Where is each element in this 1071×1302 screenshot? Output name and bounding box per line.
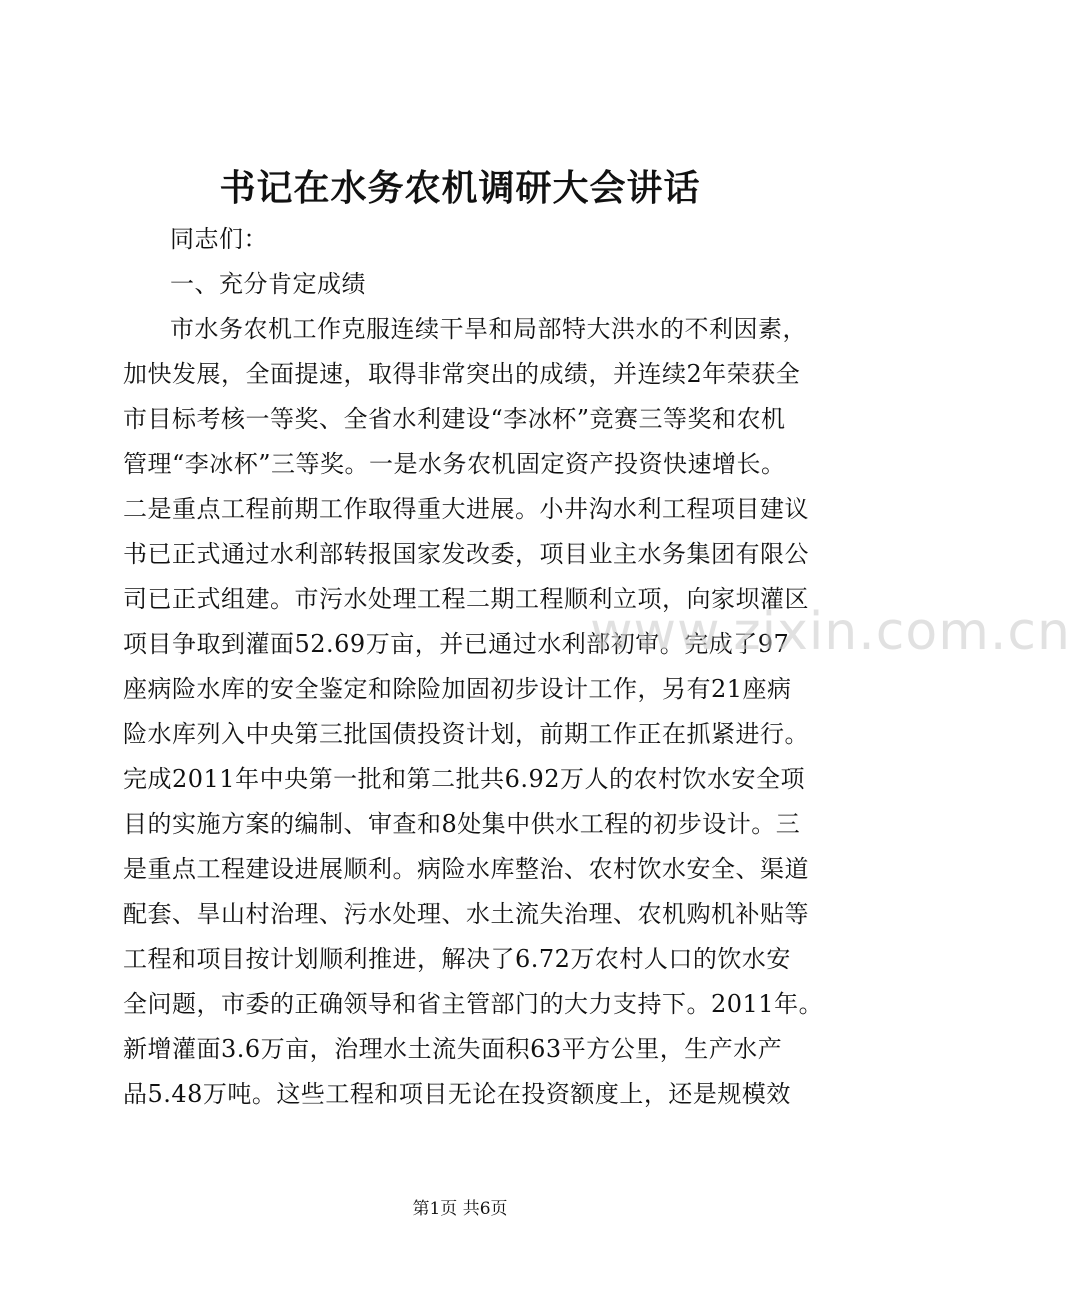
body-line: 险水库列入中央第三批国债投资计划，前期工作正在抓紧进行。 <box>123 720 809 748</box>
body-line: 管理“李冰杯”三等奖。一是水务农机固定资产投资快速增长。 <box>123 450 786 478</box>
section-heading: 一、充分肯定成绩 <box>170 270 366 298</box>
body-line: 新增灌面3.6万亩，治理水土流失面积63平方公里，生产水产 <box>123 1035 783 1063</box>
document-title: 书记在水务农机调研大会讲话 <box>219 167 701 209</box>
body-line: 全问题，市委的正确领导和省主管部门的大力支持下。2011年。 <box>123 990 824 1018</box>
body-line: 项目争取到灌面52.69万亩，并已通过水利部初审。完成了97 <box>123 630 790 658</box>
body-line: 目的实施方案的编制、审查和8处集中供水工程的初步设计。三 <box>123 810 801 838</box>
body-line: 加快发展，全面提速，取得非常突出的成绩，并连续2年荣获全 <box>123 360 801 388</box>
salutation: 同志们： <box>170 225 268 253</box>
body-line: 书已正式通过水利部转报国家发改委，项目业主水务集团有限公 <box>123 540 809 568</box>
body-line: 完成2011年中央第一批和第二批共6.92万人的农村饮水安全项 <box>123 765 806 793</box>
body-line: 座病险水库的安全鉴定和除险加固初步设计工作，另有21座病 <box>123 675 792 703</box>
body-line: 市水务农机工作克服连续干旱和局部特大洪水的不利因素， <box>170 315 807 343</box>
body-line: 品5.48万吨。这些工程和项目无论在投资额度上，还是规模效 <box>123 1080 791 1108</box>
page-footer: 第1页 共6页 <box>412 1199 508 1219</box>
body-line: 工程和项目按计划顺利推进，解决了6.72万农村人口的饮水安 <box>123 945 791 973</box>
body-line: 二是重点工程前期工作取得重大进展。小井沟水利工程项目建议 <box>123 495 809 523</box>
watermark: www.zixin.com.cn <box>590 602 1071 662</box>
body-line: 司已正式组建。市污水处理工程二期工程顺利立项，向家坝灌区 <box>123 585 809 613</box>
body-line: 是重点工程建设进展顺利。病险水库整治、农村饮水安全、渠道 <box>123 855 809 883</box>
body-line: 市目标考核一等奖、全省水利建设“李冰杯”竞赛三等奖和农机 <box>123 405 786 433</box>
body-line: 配套、旱山村治理、污水处理、水土流失治理、农机购机补贴等 <box>123 900 809 928</box>
